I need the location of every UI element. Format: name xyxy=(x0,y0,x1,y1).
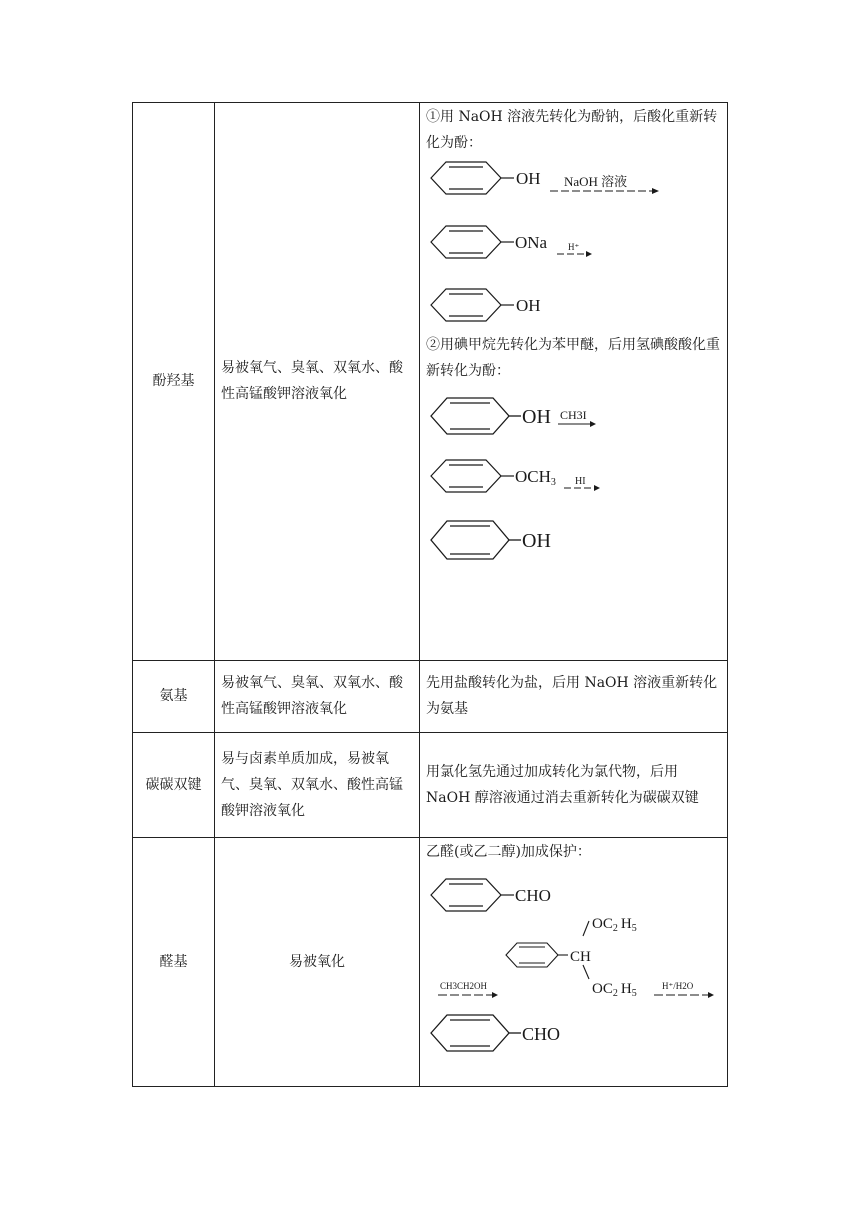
acid-water-reagent-label: H⁺/H2O xyxy=(662,980,694,991)
benzene-ring-icon xyxy=(431,289,514,321)
hydroiodic-acid-reagent-label: HI xyxy=(575,476,586,487)
group-name-cell: 氨基 xyxy=(133,660,215,732)
ethoxy-top-label: $OC_2$ $H_5$ xyxy=(592,915,637,934)
method-cell xyxy=(420,837,728,1086)
group-name-cell: 碳碳双键 xyxy=(133,732,215,837)
step2-reaction-diagram xyxy=(426,384,726,564)
method-cell xyxy=(420,103,728,661)
aldehyde-label: CHO xyxy=(515,885,551,905)
table-row xyxy=(133,103,728,661)
method-cell: 用氯化氢先通过加成转化为氯代物，后用 NaOH 醇溶液通过消去重新转化为碳碳双键 xyxy=(420,732,728,837)
table-row xyxy=(133,660,728,732)
protection-table xyxy=(132,102,728,1087)
benzene-ring-icon xyxy=(431,460,514,492)
hydroxyl-label: OH xyxy=(516,169,541,188)
aldehyde-product-label: CHO xyxy=(522,1023,561,1044)
benzene-ring-icon xyxy=(431,879,514,911)
property-cell: 易与卤素单质加成，易被氧气、臭氧、双氧水、酸性高锰酸钾溶液氧化 xyxy=(215,732,420,837)
method-step2-text: ②用碘甲烷先转化为苯甲醚，后用氢碘酸酸化重新转化为酚： xyxy=(426,337,720,379)
method-step1-text: ①用 NaOH 溶液先转化为酚钠，后酸化重新转化为酚： xyxy=(426,109,718,151)
property-cell: 易被氧气、臭氧、双氧水、酸性高锰酸钾溶液氧化 xyxy=(215,660,420,732)
reaction-arrow-icon xyxy=(654,992,714,998)
step1-reaction-diagram xyxy=(426,156,726,326)
methoxy-label: OCH3 xyxy=(515,467,556,488)
phenol-product-label: OH xyxy=(516,296,541,315)
aldehyde-protection-diagram xyxy=(426,865,726,1075)
table-row xyxy=(133,837,728,1086)
methyl-iodide-reagent-label: CH3I xyxy=(560,408,587,422)
benzene-ring-icon xyxy=(431,398,521,434)
ethoxy-bottom-label: $OC_2$ $H_5$ xyxy=(592,980,637,999)
benzene-ring-icon xyxy=(431,226,514,258)
group-name-cell: 醛基 xyxy=(133,837,215,1086)
benzene-ring-icon xyxy=(431,162,514,194)
reaction-arrow-icon xyxy=(438,992,498,998)
table-row xyxy=(133,732,728,837)
phenol-product-label: OH xyxy=(522,530,551,552)
method-cell: 先用盐酸转化为盐，后用 NaOH 溶液重新转化为氨基 xyxy=(420,660,728,732)
benzene-ring-icon xyxy=(431,1015,521,1051)
group-name-cell: 酚羟基 xyxy=(133,103,215,661)
sodium-phenoxide-label: ONa xyxy=(515,233,548,252)
benzene-ring-icon xyxy=(506,943,568,967)
property-cell: 易被氧气、臭氧、双氧水、酸性高锰酸钾溶液氧化 xyxy=(215,103,420,661)
acetal-carbon-label: CH xyxy=(570,948,591,965)
naoh-reagent-label: NaOH 溶液 xyxy=(564,174,628,189)
property-cell: 易被氧化 xyxy=(215,837,420,1086)
hydroxyl-label: OH xyxy=(522,406,551,428)
method-intro-text: 乙醛(或乙二醇)加成保护： xyxy=(426,843,591,860)
benzene-ring-icon xyxy=(431,521,521,559)
acid-reagent-label: H⁺ xyxy=(568,242,580,252)
ethanol-reagent-label: CH3CH2OH xyxy=(440,980,488,991)
